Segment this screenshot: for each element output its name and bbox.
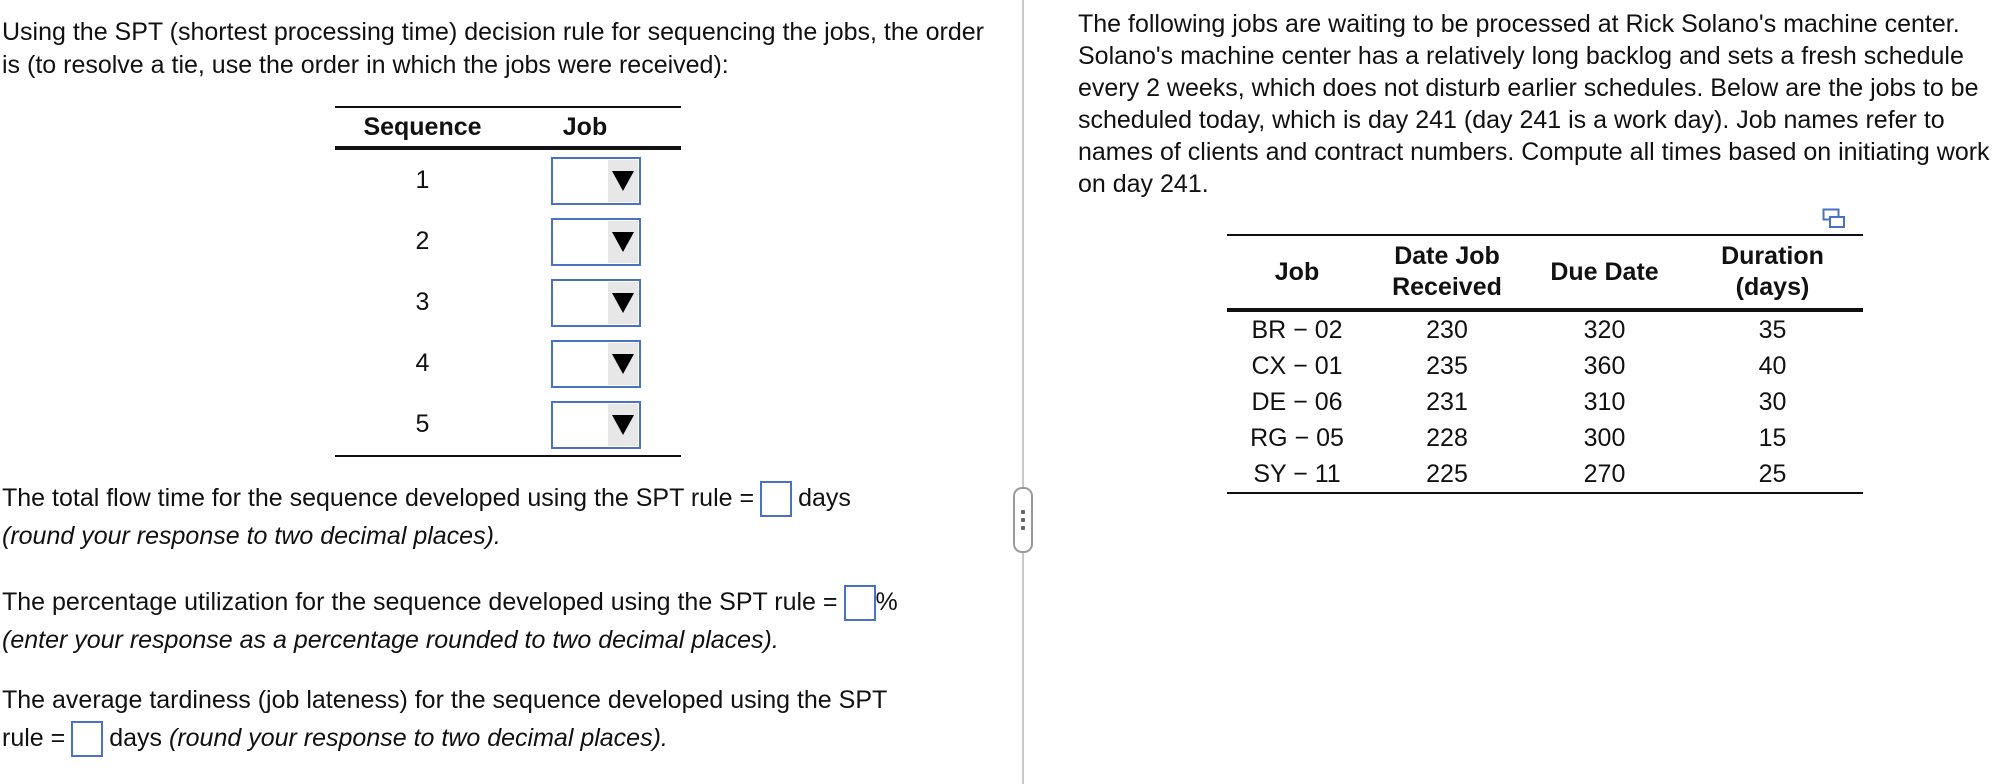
resize-handle-icon[interactable] <box>1013 487 1033 553</box>
date-received: 225 <box>1367 456 1527 493</box>
sequence-table <box>335 106 681 457</box>
header-date-received: Date Job Received <box>1367 235 1527 310</box>
date-received: 230 <box>1426 315 1468 344</box>
header-job: Job <box>1227 235 1367 310</box>
sequence-table-header <box>335 108 681 150</box>
table-row <box>1227 420 1863 456</box>
flow-time-note: (round your response to two decimal places). <box>2 522 501 551</box>
duration: 25 <box>1682 456 1863 493</box>
duration: 40 <box>1758 351 1787 380</box>
tardiness-question <box>2 681 992 757</box>
duration: 35 <box>1758 315 1787 344</box>
table-row <box>335 394 681 455</box>
date-received: 235 <box>1426 351 1468 380</box>
header-due-date: Due Date <box>1527 235 1682 310</box>
flow-time-question <box>2 479 992 555</box>
job-name: BR − 02 <box>1251 315 1343 344</box>
job-name: DE − 06 <box>1251 387 1343 416</box>
utilization-note: (enter your response as a percentage rounded to two decimal places). <box>2 626 779 655</box>
copy-icon[interactable] <box>1822 208 1846 230</box>
table-row <box>335 150 681 211</box>
table-row <box>335 272 681 333</box>
problem-description: The following jobs are waiting to be processed at Rick Solano's machine center. Solano's machine center has a relatively long backlog and sets a fresh schedule every 2 weeks, which does not disturb earlier schedules. Below are the jobs to be scheduled today, which is day 241 (day 241 is a work day). Job names refer to names of clients and contract numbers. Compute all times based on initiating work on day 241. <box>1078 10 1990 198</box>
job-select-1[interactable] <box>551 157 641 205</box>
dropdown-arrow-icon[interactable] <box>608 221 638 263</box>
panel-divider <box>1022 0 1024 784</box>
tardiness-note: (round your response to two decimal places). <box>169 724 668 752</box>
header-sequence: Sequence <box>363 112 482 141</box>
table-row <box>335 211 681 272</box>
table-row <box>1227 348 1863 384</box>
tardiness-input[interactable] <box>71 721 103 757</box>
date-received: 228 <box>1426 423 1468 452</box>
job-select-4[interactable] <box>551 340 641 388</box>
header-job: Job <box>562 112 608 141</box>
table-row <box>1227 456 1863 493</box>
job-select-3[interactable] <box>551 279 641 327</box>
job-name: RG − 05 <box>1250 423 1344 452</box>
jobs-table-header <box>1227 235 1863 310</box>
utilization-text: The percentage utilization for the sequence developed using the SPT rule = <box>2 588 838 616</box>
due-date: 300 <box>1583 423 1626 452</box>
dropdown-arrow-icon[interactable] <box>608 343 638 385</box>
dropdown-arrow-icon[interactable] <box>608 404 638 446</box>
utilization-unit: % <box>875 588 898 616</box>
sequence-number: 1 <box>415 166 430 194</box>
tardiness-text-end: rule = <box>2 724 66 752</box>
job-select-5[interactable] <box>551 401 641 449</box>
job-name: SY − 11 <box>1227 456 1367 493</box>
sequence-number: 2 <box>415 227 430 255</box>
tardiness-text: The average tardiness (job lateness) for the sequence developed using the SPT <box>2 686 888 714</box>
sequence-number: 5 <box>415 410 430 438</box>
intro-text: Using the SPT (shortest processing time) decision rule for sequencing the jobs, the order is (to resolve a tie, use the order in which the jobs were received): <box>2 18 984 79</box>
due-date: 310 <box>1583 387 1626 416</box>
utilization-input[interactable] <box>844 585 876 621</box>
duration: 30 <box>1758 387 1787 416</box>
due-date: 270 <box>1527 456 1682 493</box>
table-rule <box>335 455 681 457</box>
due-date: 360 <box>1583 351 1626 380</box>
jobs-table <box>1227 234 1863 494</box>
sequence-number: 3 <box>415 288 430 316</box>
flow-time-input[interactable] <box>760 481 792 517</box>
due-date: 320 <box>1583 315 1626 344</box>
duration: 15 <box>1758 423 1787 452</box>
table-row <box>1227 310 1863 348</box>
flow-time-text: The total flow time for the sequence developed using the SPT rule = <box>2 484 755 512</box>
utilization-question <box>2 583 992 659</box>
header-duration: Duration (days) <box>1682 235 1863 310</box>
sequence-number: 4 <box>415 349 430 377</box>
flow-time-unit: days <box>798 484 851 512</box>
dropdown-arrow-icon[interactable] <box>608 160 638 202</box>
dropdown-arrow-icon[interactable] <box>608 282 638 324</box>
date-received: 231 <box>1426 387 1468 416</box>
table-row <box>1227 384 1863 420</box>
table-row <box>335 333 681 394</box>
tardiness-unit: days <box>109 724 163 752</box>
job-name: CX − 01 <box>1251 351 1343 380</box>
job-select-2[interactable] <box>551 218 641 266</box>
